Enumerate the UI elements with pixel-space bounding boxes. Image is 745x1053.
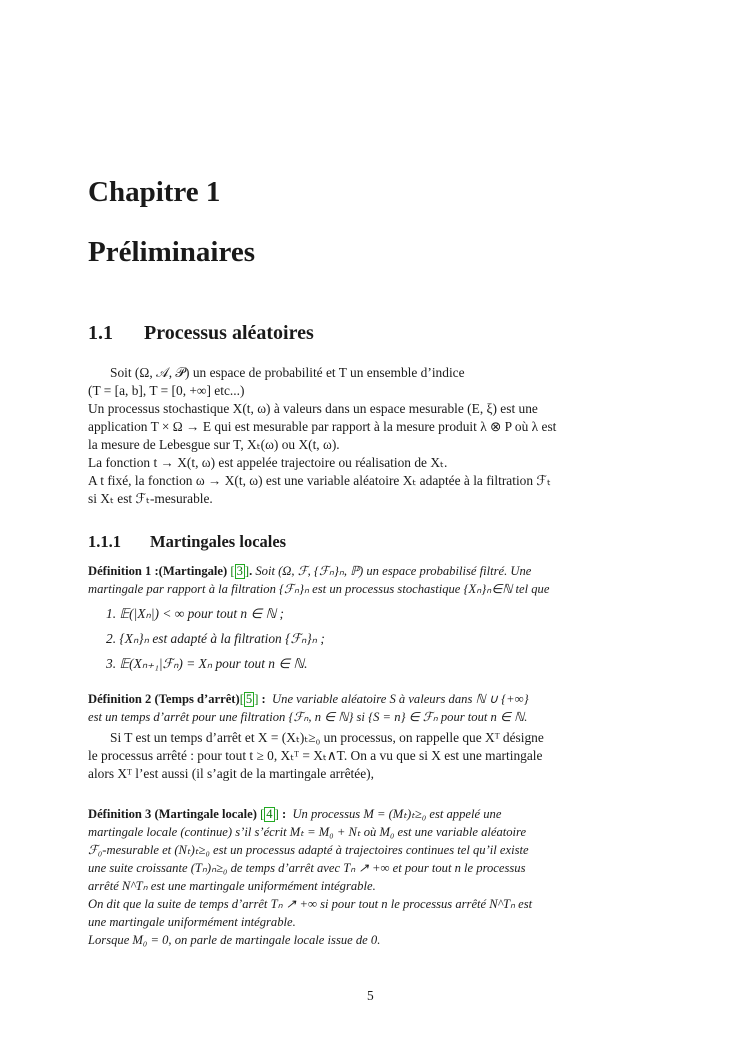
def2-first-line: [88, 690, 529, 708]
list-marker: 3.: [106, 656, 117, 671]
intro-line-1: Soit (Ω, 𝒜, 𝒫) un espace de probabilité et T un ensemble d’indice: [110, 365, 465, 380]
subsection-number: 1.1.1: [88, 532, 121, 551]
intro-line-5: la mesure de Lebesgue sur T, Xₜ(ω) ou X(t, ω).: [88, 437, 340, 452]
def1-item-2: [106, 630, 325, 648]
section-heading: [88, 322, 314, 345]
def1-item-1: [106, 605, 284, 623]
def1-line-2: martingale par rapport à la filtration {ℱₙ}ₙ est un processus stochastique {Xₙ}ₙ∈ℕ tel que: [88, 582, 550, 596]
subsection-heading: [88, 532, 286, 552]
chapter-title: Préliminaires: [88, 236, 255, 268]
def2-citation-link[interactable]: [ 5 ]: [239, 692, 259, 706]
def3-line1-text: Un processus M = (Mₜ)ₜ≥₀ est appelé une: [292, 807, 502, 821]
subsection-title: Martingales locales: [150, 532, 287, 551]
def3-line-4: une suite croissante (Tₙ)ₙ≥₀ de temps d’arrêt avec Tₙ ↗ +∞ et pour tout n le processus: [88, 861, 526, 875]
intro-line-2: (T = [a, b], T = [0, +∞] etc...): [88, 383, 245, 398]
def3-heading-end: :: [278, 807, 287, 821]
chapter-label: Chapitre 1: [88, 176, 221, 208]
def3-line-6: On dit que la suite de temps d’arrêt Tₙ ↗ +∞ si pour tout n le processus arrêté N^Tₙ est: [88, 897, 533, 911]
def2-line1-text: Une variable aléatoire S à valeurs dans ℕ ∪ {+∞}: [272, 692, 529, 706]
intro-line-8: si Xₜ est ℱₜ-mesurable.: [88, 491, 213, 506]
def1-heading: Définition 1 :(Martingale): [88, 564, 228, 578]
list-marker: 1.: [106, 606, 117, 621]
def3-line-8: Lorsque M₀ = 0, on parle de martingale locale issue de 0.: [88, 933, 381, 947]
page-number: 5: [367, 988, 374, 1003]
def3-line-3: ℱ₀-mesurable et (Nₜ)ₜ≥₀ est un processus adapté à trajectoires continues tel qu’il existe: [88, 843, 529, 857]
def2-line-2: est un temps d’arrêt pour une filtration {ℱₙ, n ∈ ℕ} si {S = n} ∈ ℱₙ pour tout n ∈ ℕ.: [88, 710, 528, 724]
def3-heading: Définition 3 (Martingale locale): [88, 807, 257, 821]
def1-first-line: [88, 562, 531, 580]
def3-line-5: arrêté N^Tₙ est une martingale uniformément intégrable.: [88, 879, 376, 893]
def1-heading-end: .: [249, 564, 253, 578]
list-item-text: 𝔼(Xₙ₊₁|ℱₙ) = Xₙ pour tout n ∈ ℕ.: [119, 656, 308, 671]
def2-after-line-3: alors Xᵀ l’est aussi (il s’agit de la martingale arrêtée),: [88, 766, 374, 781]
section-number: 1.1: [88, 322, 113, 344]
intro-line-7: A t fixé, la fonction ω → X(t, ω) est une variable aléatoire Xₜ adaptée à la filtration ℱₜ: [88, 473, 551, 488]
section-title: Processus aléatoires: [144, 322, 314, 344]
def2-after-line-2: le processus arrêté : pour tout t ≥ 0, Xₜᵀ = Xₜ∧T. On a vu que si X est une martingale: [88, 748, 543, 763]
def3-first-line: [88, 805, 501, 823]
intro-line-3: Un processus stochastique X(t, ω) à valeurs dans un espace mesurable (E, ξ) est une: [88, 401, 538, 416]
def2-heading: Définition 2 (Temps d’arrêt): [88, 692, 240, 706]
list-item-text: 𝔼(|Xₙ|) < ∞ pour tout n ∈ ℕ ;: [119, 606, 285, 621]
intro-line-6: La fonction t → X(t, ω) est appelée trajectoire ou réalisation de Xₜ.: [88, 455, 448, 470]
def2-heading-end: :: [258, 692, 266, 706]
intro-line-4: application T × Ω → E qui est mesurable par rapport à la mesure produit λ ⊗ P où λ est: [88, 419, 557, 434]
def3-citation-link[interactable]: [ 4 ]: [260, 807, 279, 821]
def1-citation-link[interactable]: [ 3 ]: [230, 564, 250, 578]
def2-after-line-1: Si T est un temps d’arrêt et X = (Xₜ)ₜ≥₀ un processus, on rappelle que Xᵀ désigne: [110, 730, 544, 745]
def1-line1-text: Soit (Ω, ℱ, {ℱₙ}ₙ, ℙ) un espace probabilisé filtré. Une: [255, 564, 532, 578]
def1-item-3: [106, 655, 307, 673]
list-item-text: {Xₙ}ₙ est adapté à la filtration {ℱₙ}ₙ ;: [119, 631, 325, 646]
def3-line-7: une martingale uniformément intégrable.: [88, 915, 296, 929]
list-marker: 2.: [106, 631, 117, 646]
def3-line-2: martingale locale (continue) s’il s’écrit Mₜ = M₀ + Nₜ où M₀ est une variable aléatoire: [88, 825, 527, 839]
